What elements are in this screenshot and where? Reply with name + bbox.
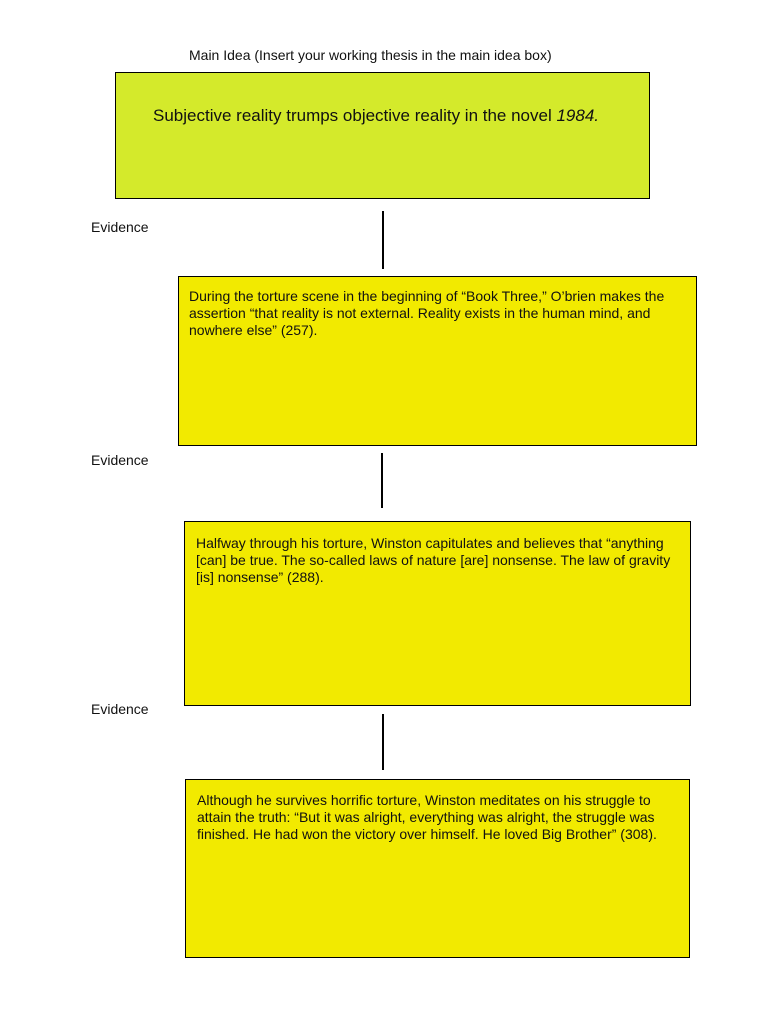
main-idea-novel-title: 1984.	[556, 106, 600, 125]
main-idea-text	[153, 106, 599, 126]
page-header: Main Idea (Insert your working thesis in the main idea box)	[189, 47, 552, 63]
connector-line-3	[382, 714, 384, 770]
main-idea-box	[115, 72, 650, 199]
evidence-text-2: Halfway through his torture, Winston capitulates and believes that “anything [can] be true. The so-called laws of nature [are] nonsense. The law of gravity [is] nonsense” (288).	[196, 535, 671, 585]
connector-line-1	[382, 211, 384, 269]
evidence-label-1: Evidence	[91, 219, 149, 235]
main-idea-sentence: Subjective reality trumps objective reality in the novel	[153, 106, 557, 125]
connector-line-2	[381, 453, 383, 508]
evidence-box-2	[184, 521, 691, 706]
evidence-box-3	[185, 779, 690, 958]
evidence-label-3: Evidence	[91, 701, 149, 717]
evidence-text-1: During the torture scene in the beginning of “Book Three,” O’brien makes the assertion “that reality is not external. Reality exists in the human mind, and nowhere else” (257).	[189, 288, 665, 338]
evidence-box-1	[178, 276, 697, 446]
evidence-text-3: Although he survives horrific torture, Winston meditates on his struggle to attain the truth: “But it was alright, everything was alright, the struggle was finished. He had won the victory over himself. He loved Big Brother” (308).	[197, 792, 657, 842]
evidence-label-2: Evidence	[91, 452, 149, 468]
